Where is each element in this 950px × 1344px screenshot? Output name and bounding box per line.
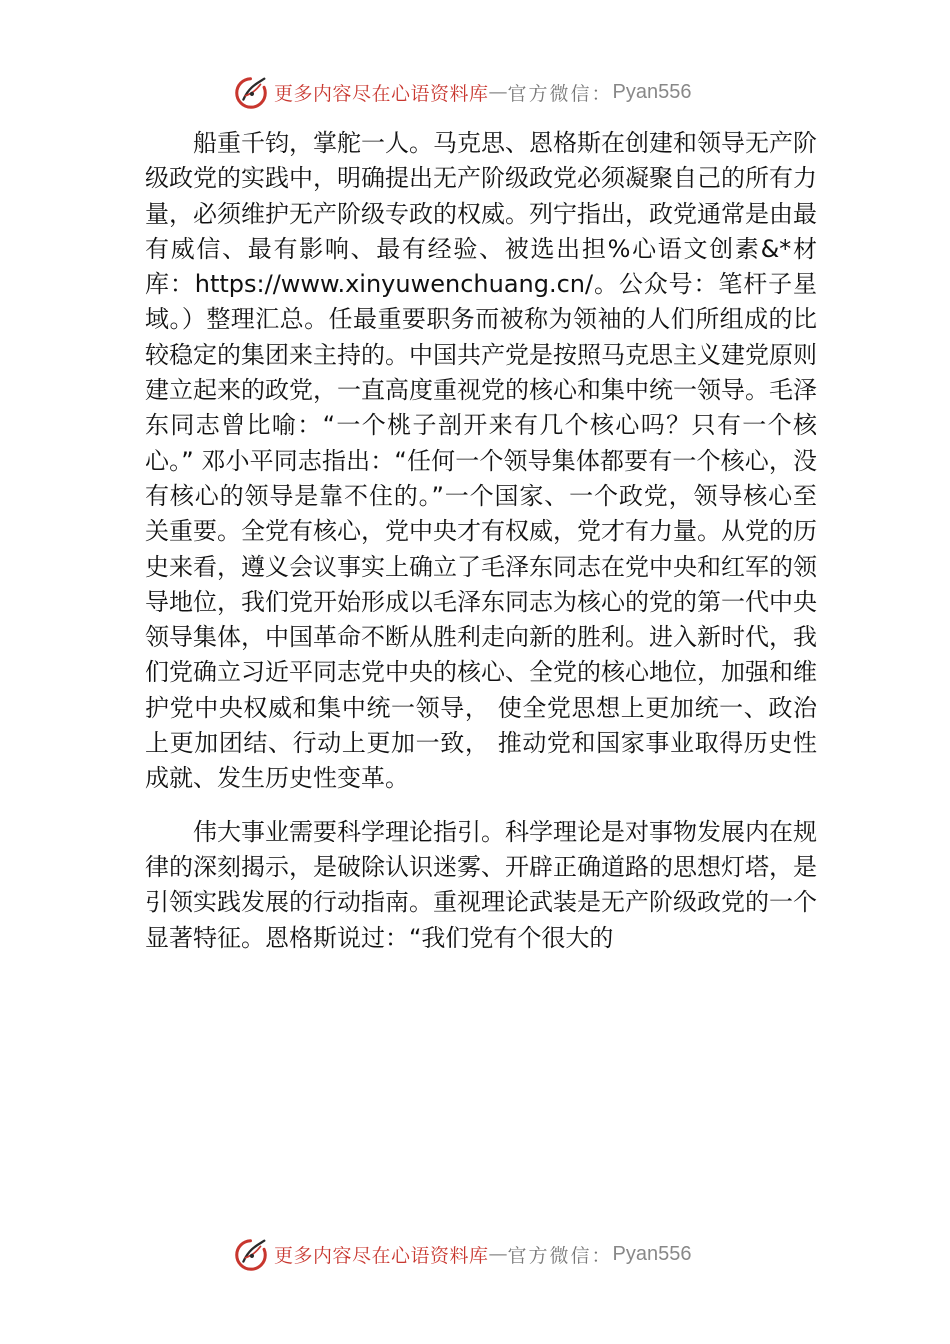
paragraph-1: 船重千钧，掌舵一人。马克思、恩格斯在创建和领导无产阶级政党的实践中，明确提出无产阶级政党必须凝聚自己的所有力量，必须维护无产阶级专政的权威。列宁指出，政党通常是由最有威信、最有影响、最有经验、被选出担%心语文创素&*材库：https://www.xinyuwenchuang.cn/。公众号：笔杆子星域。）整理汇总。任最重要职务而被称为领袖的人们所组成的比较稳定的集团来主持的。中国共产党是按照马克思主义建党原则建立起来的政党，一直高度重视党的核心和集中统一领导。毛泽东同志曾比喻：“一个桃子剖开来有几个核心吗？只有一个核心。” 邓小平同志指出：“任何一个领导集体都要有一个核心，没有核心的领导是靠不住的。”一个国家、一个政党，领导核心至关重要。全党有核心，党中央才有权威，党才有力量。从党的历史来看，遵义会议事实上确立了毛泽东同志在党中央和红军的领导地位，我们党开始形成以毛泽东同志为核心的党的第一代中央领导集体，中国革命不断从胜利走向新的胜利。进入新时代，我们党确立习近平同志党中央的核心、全党的核心地位，加强和维护党中央权威和集中统一领导， 使全党思想上更加统一、政治上更加团结、行动上更加一致， 推动党和国家事业取得历史性成就、发生历史性变革。 xyxy=(145,129,817,793)
banner-title: 更多内容尽在心语资料库 xyxy=(274,82,489,105)
banner-separator: — xyxy=(488,81,508,103)
header-banner xyxy=(232,70,732,114)
ink-swirl-logo-icon xyxy=(232,1235,270,1273)
banner-wechat-label: 官方微信： xyxy=(507,1244,613,1267)
footer-banner xyxy=(232,1232,732,1276)
banner-wechat-id: Pyan556 xyxy=(612,80,692,103)
banner-wechat-label: 官方微信： xyxy=(507,82,613,105)
paragraph-2: 伟大事业需要科学理论指引。科学理论是对事物发展内在规律的深刻揭示，是破除认识迷雾、开辟正确道路的思想灯塔，是引领实践发展的行动指南。重视理论武装是无产阶级政党的一个显著特征。恩格斯说过：“我们党有个很大的 xyxy=(145,817,817,952)
document-body xyxy=(145,126,817,956)
banner-separator: — xyxy=(488,1243,508,1265)
banner-wechat-id: Pyan556 xyxy=(612,1242,692,1265)
banner-title: 更多内容尽在心语资料库 xyxy=(274,1244,489,1267)
ink-swirl-logo-icon xyxy=(232,73,270,111)
